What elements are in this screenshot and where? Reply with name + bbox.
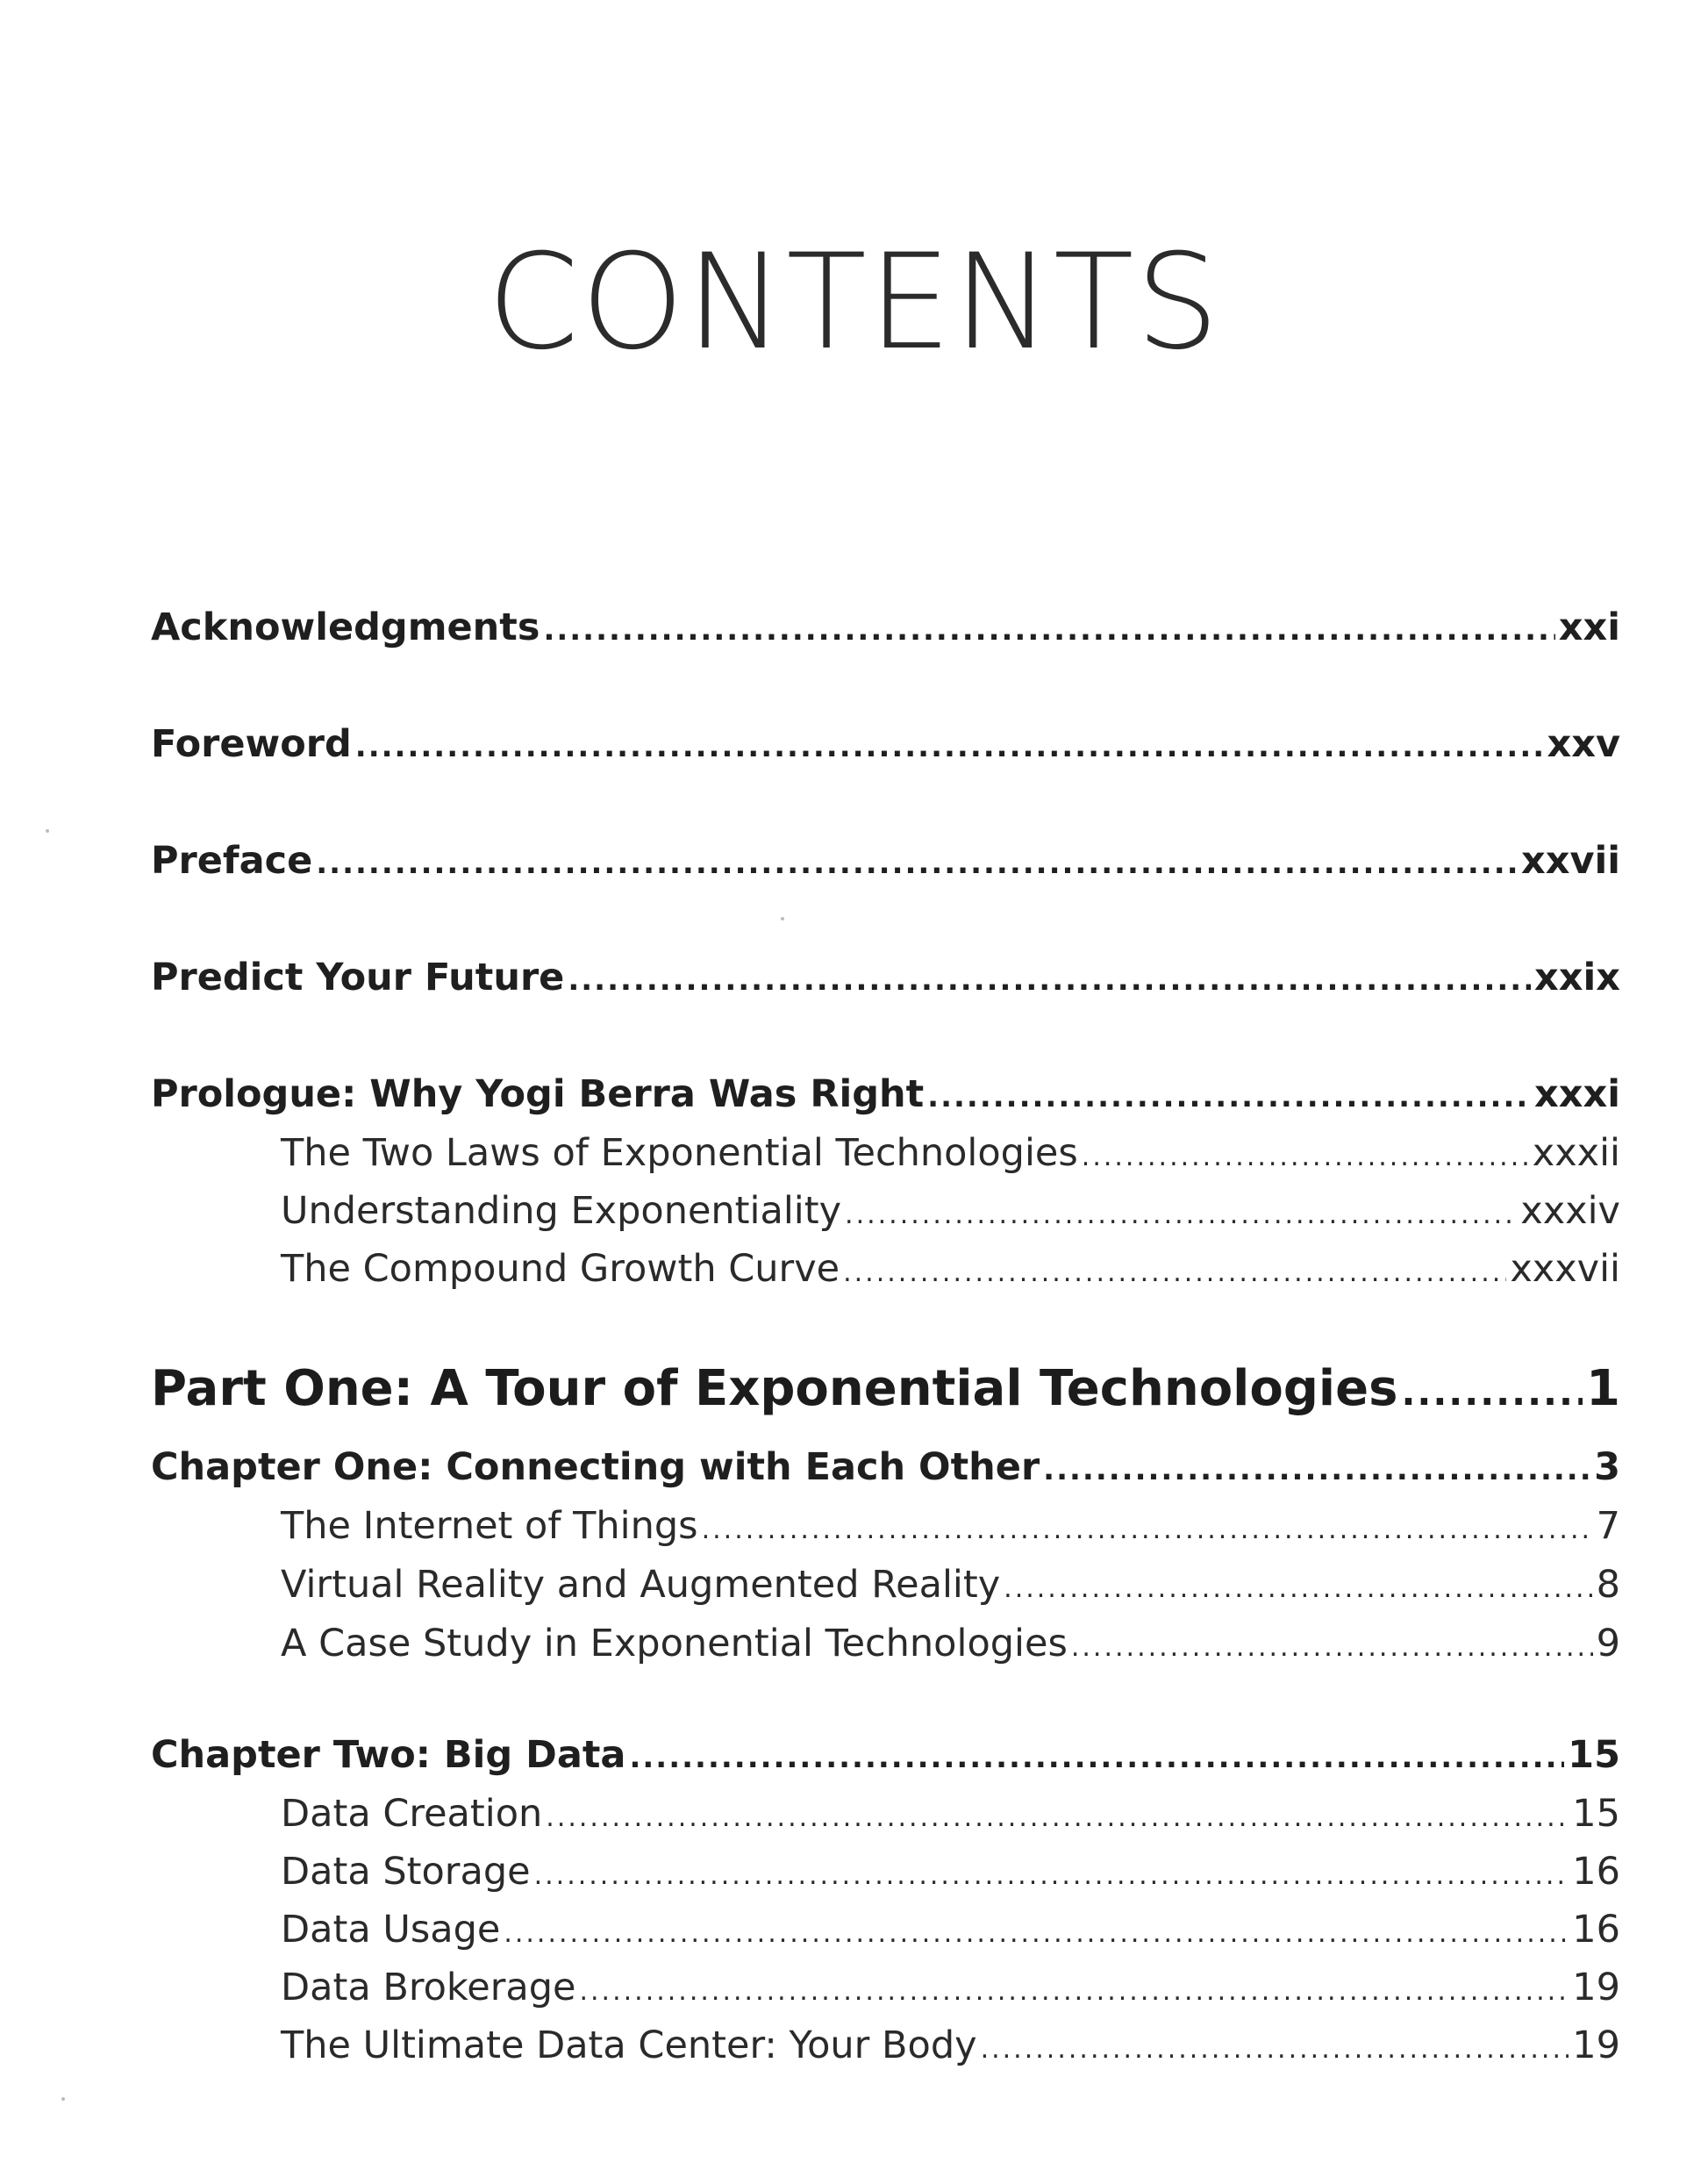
toc-entry-label: Foreword bbox=[151, 722, 352, 766]
toc-entry-label: The Two Laws of Exponential Technologies bbox=[281, 1131, 1078, 1175]
toc-page-number: 15 bbox=[1568, 1733, 1620, 1777]
toc-entry-label: Data Creation bbox=[281, 1792, 543, 1836]
toc-entry-label: The Internet of Things bbox=[281, 1504, 698, 1548]
toc-entry-label: The Compound Growth Curve bbox=[281, 1247, 840, 1291]
dot-leader bbox=[543, 612, 1554, 648]
toc-entry-label: Chapter Two: Big Data bbox=[151, 1733, 626, 1777]
toc-entry-virtual-reality[interactable] bbox=[281, 1563, 1620, 1607]
toc-page-number: xxv bbox=[1547, 722, 1620, 766]
dot-leader bbox=[1082, 1142, 1529, 1172]
toc-entry-label: Data Storage bbox=[281, 1850, 531, 1894]
toc-entry-case-study[interactable] bbox=[281, 1622, 1620, 1665]
toc-page-number: 3 bbox=[1594, 1445, 1620, 1489]
toc-entry-part-one[interactable] bbox=[151, 1360, 1620, 1417]
dot-leader bbox=[568, 963, 1531, 998]
toc-page-number: xxix bbox=[1534, 956, 1620, 999]
toc-page-number: 15 bbox=[1572, 1792, 1620, 1836]
toc-entry-label: Data Brokerage bbox=[281, 1966, 576, 2009]
dot-leader bbox=[316, 846, 1518, 881]
toc-entry-label: A Case Study in Exponential Technologies bbox=[281, 1622, 1068, 1665]
toc-page-number: 9 bbox=[1596, 1622, 1620, 1665]
toc-entry-two-laws[interactable] bbox=[281, 1131, 1620, 1175]
toc-entry-label: Acknowledgments bbox=[151, 605, 540, 649]
toc-entry-label: Understanding Exponentiality bbox=[281, 1189, 842, 1233]
scan-speck bbox=[46, 829, 49, 833]
toc-entry-preface[interactable] bbox=[151, 839, 1620, 883]
toc-page-number: xxvii bbox=[1521, 839, 1620, 883]
dot-leader bbox=[546, 1802, 1569, 1833]
dot-leader bbox=[629, 1740, 1564, 1775]
toc-entry-label: Chapter One: Connecting with Each Other bbox=[151, 1445, 1040, 1489]
toc-page-number: 7 bbox=[1596, 1504, 1620, 1548]
toc-entry-data-brokerage[interactable] bbox=[281, 1966, 1620, 2009]
dot-leader bbox=[702, 1515, 1593, 1545]
toc-entry-understanding-exponentiality[interactable] bbox=[281, 1189, 1620, 1233]
toc-entry-prologue[interactable] bbox=[151, 1072, 1620, 1116]
toc-entry-data-storage[interactable] bbox=[281, 1850, 1620, 1894]
toc-entry-label: Prologue: Why Yogi Berra Was Right bbox=[151, 1072, 925, 1116]
toc-page-number: 19 bbox=[1572, 1966, 1620, 2009]
dot-leader bbox=[504, 1918, 1569, 1949]
toc-page-number: xxxvii bbox=[1510, 1247, 1620, 1291]
toc-page-number: 1 bbox=[1586, 1360, 1620, 1417]
toc-entry-foreword[interactable] bbox=[151, 722, 1620, 766]
toc-entry-label: Virtual Reality and Augmented Reality bbox=[281, 1563, 1001, 1607]
toc-page-number: 16 bbox=[1572, 1908, 1620, 1952]
toc-entry-label: Part One: A Tour of Exponential Technologies bbox=[151, 1360, 1398, 1417]
dot-leader bbox=[1401, 1371, 1583, 1414]
dot-leader bbox=[1043, 1452, 1590, 1487]
toc-entry-acknowledgments[interactable] bbox=[151, 605, 1620, 649]
dot-leader bbox=[579, 1976, 1569, 2007]
toc-entry-label: Data Usage bbox=[281, 1908, 501, 1952]
toc-entry-compound-growth-curve[interactable] bbox=[281, 1247, 1620, 1291]
toc-page-number: 19 bbox=[1572, 2023, 1620, 2067]
toc-page-number: xxxiv bbox=[1520, 1189, 1620, 1233]
page-title: CONTENTS bbox=[487, 226, 1221, 379]
toc-entry-ultimate-data-center[interactable] bbox=[281, 2023, 1620, 2067]
dot-leader bbox=[355, 729, 1544, 764]
toc-entry-label: Predict Your Future bbox=[151, 956, 565, 999]
dot-leader bbox=[1071, 1632, 1593, 1663]
toc-entry-predict-your-future[interactable] bbox=[151, 956, 1620, 999]
toc-page-number: xxxii bbox=[1532, 1131, 1620, 1175]
toc-entry-chapter-two[interactable] bbox=[151, 1733, 1620, 1777]
toc-page-number: xxi bbox=[1558, 605, 1620, 649]
toc-entry-chapter-one[interactable] bbox=[151, 1445, 1620, 1489]
scan-speck bbox=[781, 917, 784, 920]
dot-leader bbox=[843, 1257, 1506, 1288]
toc-entry-label: The Ultimate Data Center: Your Body bbox=[281, 2023, 977, 2067]
dot-leader bbox=[927, 1079, 1531, 1114]
toc-page-number: xxxi bbox=[1534, 1072, 1620, 1116]
toc-entry-data-creation[interactable] bbox=[281, 1792, 1620, 1836]
scan-speck bbox=[61, 2097, 65, 2101]
dot-leader bbox=[534, 1860, 1569, 1891]
toc-entry-internet-of-things[interactable] bbox=[281, 1504, 1620, 1548]
dot-leader bbox=[1004, 1573, 1592, 1604]
toc-page-number: 8 bbox=[1596, 1563, 1620, 1607]
toc-page-number: 16 bbox=[1572, 1850, 1620, 1894]
toc-entry-label: Preface bbox=[151, 839, 313, 883]
dot-leader bbox=[981, 2034, 1569, 2065]
dot-leader bbox=[845, 1200, 1517, 1230]
toc-entry-data-usage[interactable] bbox=[281, 1908, 1620, 1952]
